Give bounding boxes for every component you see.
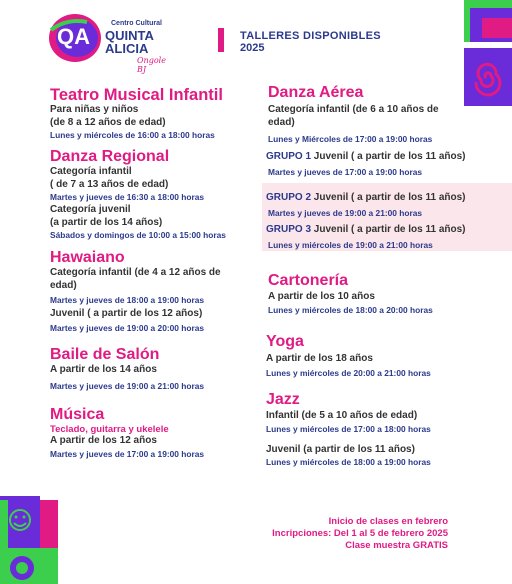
course-text: Categoría infantil (de 6 a 10 años de bbox=[268, 104, 439, 115]
course-title: Danza Regional bbox=[50, 148, 170, 165]
course-title: Danza Aérea bbox=[268, 84, 364, 101]
course-schedule: Lunes y miércoles de 19:00 a 21:00 horas bbox=[268, 239, 433, 250]
grupo-1 bbox=[266, 151, 466, 178]
logo-alicia: ALICIA bbox=[105, 41, 149, 56]
logo-small-text: Centro Cultural bbox=[111, 20, 162, 27]
course-schedule: Lunes y Miércoles de 17:00 a 19:00 horas bbox=[268, 134, 433, 144]
course-title: Jazz bbox=[266, 391, 300, 408]
course-schedule: Lunes y miércoles de 17:00 a 18:00 horas bbox=[266, 423, 431, 434]
footer-line: Clase muestra GRATIS bbox=[345, 540, 448, 551]
footer-line: Incripciones: Del 1 al 5 de febrero 2025 bbox=[272, 528, 448, 539]
left-column bbox=[50, 86, 226, 460]
decoration-top-right bbox=[464, 0, 512, 110]
course-title: Yoga bbox=[266, 333, 304, 350]
grupo-label: GRUPO 2 bbox=[266, 192, 312, 203]
course-title: Teatro Musical Infantil bbox=[50, 86, 223, 104]
course-schedule: Martes y jueves de 19:00 a 21:00 horas bbox=[50, 381, 205, 391]
course-text: Categoría infantil bbox=[50, 166, 132, 177]
title-bar bbox=[218, 28, 224, 52]
decoration-bottom-left bbox=[0, 496, 58, 584]
course-schedule: Sábados y domingos de 10:00 a 15:00 horas bbox=[50, 230, 226, 240]
course-schedule: Lunes y miércoles de 20:00 a 21:00 horas bbox=[266, 367, 431, 378]
course-text: ( de 7 a 13 años de edad) bbox=[50, 178, 169, 190]
course-schedule: Lunes y miércoles de 18:00 a 19:00 horas bbox=[266, 457, 431, 467]
course-schedule: Martes y jueves de 16:30 a 18:00 horas bbox=[50, 192, 205, 202]
grupo-text: Juvenil ( a partir de los 11 años) bbox=[313, 192, 466, 203]
footer-line: Inicio de clases en febrero bbox=[328, 516, 448, 527]
course-title: Cartonería bbox=[268, 272, 349, 289]
course-subtitle: Teclado, guitarra y ukelele bbox=[50, 424, 169, 435]
jazz-block bbox=[266, 391, 431, 468]
course-text: A partir de los 10 años bbox=[268, 291, 375, 302]
cartoneria-block bbox=[268, 272, 433, 316]
course-title: Música bbox=[50, 406, 105, 423]
course-schedule: Martes y jueves de 17:00 a 19:00 horas bbox=[50, 448, 205, 459]
grupo-label: GRUPO 3 bbox=[266, 224, 312, 235]
course-text: A partir de los 14 años bbox=[50, 363, 157, 375]
course-schedule: Martes y jueves de 19:00 a 21:00 horas bbox=[268, 207, 423, 218]
course-text: Categoría juvenil bbox=[50, 204, 131, 215]
course-title: Baile de Salón bbox=[50, 345, 160, 363]
course-schedule: Martes y jueves de 17:00 a 19:00 horas bbox=[268, 166, 423, 177]
course-text: (a partir de los 14 años) bbox=[50, 216, 163, 228]
course-schedule: Martes y jueves de 18:00 a 19:00 horas bbox=[50, 295, 205, 305]
course-text: (de 8 a 12 años de edad) bbox=[50, 116, 166, 128]
course-schedule: Lunes y miércoles de 18:00 a 20:00 horas bbox=[268, 304, 433, 315]
page-year: 2025 bbox=[240, 42, 265, 54]
grupo-2 bbox=[266, 192, 466, 219]
grupo-text: Juvenil ( a partir de los 11 años) bbox=[313, 151, 466, 162]
grupo-3 bbox=[266, 224, 466, 251]
course-text: Categoría infantil (de 4 a 12 años de bbox=[50, 267, 221, 278]
course-text: Juvenil ( a partir de los 12 años) bbox=[50, 308, 203, 319]
logo bbox=[47, 12, 177, 74]
course-schedule: Lunes y miércoles de 16:00 a 18:00 horas bbox=[50, 130, 215, 140]
logo-quinta: QUINTA bbox=[105, 28, 154, 43]
course-text: A partir de los 12 años bbox=[50, 435, 157, 446]
course-text: A partir de los 18 años bbox=[266, 353, 373, 364]
course-text: edad) bbox=[268, 116, 295, 128]
course-text: edad) bbox=[50, 279, 77, 291]
logo-script: Ongole BJ bbox=[137, 56, 166, 74]
grupo-text: Juvenil ( a partir de los 11 años) bbox=[313, 224, 466, 235]
course-title: Hawaiano bbox=[50, 249, 125, 266]
yoga-block bbox=[266, 333, 431, 379]
page-title: TALLERES DISPONIBLES bbox=[240, 30, 381, 42]
course-text: Infantil (de 5 a 10 años de edad) bbox=[266, 410, 418, 421]
course-text: Juvenil (a partir de los 11 años) bbox=[266, 443, 415, 455]
course-text: Para niñas y niños bbox=[50, 104, 139, 115]
danza-aerea-block bbox=[268, 104, 439, 145]
course-schedule: Martes y jueves de 19:00 a 20:00 horas bbox=[50, 322, 205, 333]
grupo-label: GRUPO 1 bbox=[266, 151, 312, 162]
footer-info bbox=[272, 516, 448, 552]
logo-initials: QA bbox=[57, 24, 90, 49]
